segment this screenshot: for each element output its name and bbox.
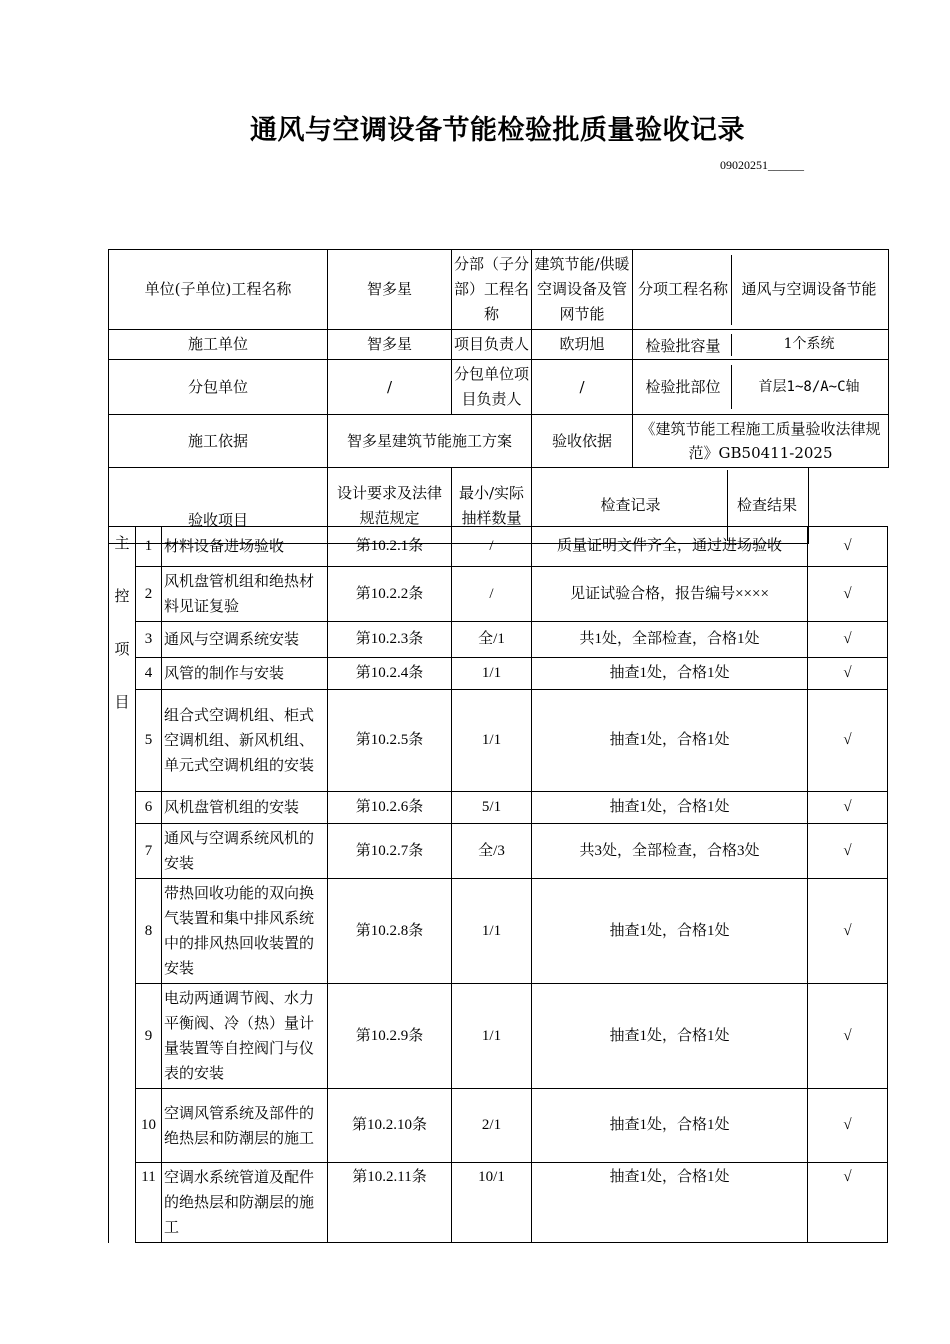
section-label-char: 主 [114, 534, 130, 552]
division-label: 分部（子分部）工程名称 [452, 250, 532, 330]
row-record: 抽查1处，合格1处 [532, 879, 808, 984]
row-number: 6 [136, 792, 162, 824]
row-record: 抽查1处，合格1处 [532, 1089, 808, 1163]
row-sample: / [452, 567, 532, 622]
row-item: 通风与空调系统风机的安装 [162, 824, 328, 879]
table-row [109, 1163, 888, 1243]
row-clause: 第10.2.3条 [328, 622, 452, 658]
row-result: √ [808, 984, 888, 1089]
row-record: 见证试验合格，报告编号×××× [532, 567, 808, 622]
row-result: √ [808, 1089, 888, 1163]
unit-value: 智多星 [328, 250, 452, 330]
pm-label: 项目负责人 [452, 330, 532, 360]
subitem-label-value [633, 250, 889, 330]
basis-value: 智多星建筑节能施工方案 [328, 415, 532, 468]
sub-pm-value: / [532, 360, 633, 415]
table-row [109, 984, 888, 1089]
row-item: 材料设备进场验收 [162, 527, 328, 567]
row-clause: 第10.2.5条 [328, 690, 452, 792]
contractor-label: 施工单位 [109, 330, 328, 360]
subitem-value: 通风与空调设备节能 [741, 280, 877, 298]
unit-label: 单位(子单位)工程名称 [109, 250, 328, 330]
acceptance-table [108, 249, 889, 544]
row-sample: / [452, 527, 532, 567]
row-number: 1 [136, 527, 162, 567]
row-item: 组合式空调机组、柜式空调机组、新风机组、单元式空调机组的安装 [162, 690, 328, 792]
row-number: 3 [136, 622, 162, 658]
capacity-cell [633, 330, 889, 360]
table-row [109, 622, 888, 658]
col-sample-header: 最小/实际抽样数量 [452, 468, 532, 544]
capacity-value: 1个系统 [783, 336, 835, 352]
table-row [109, 1089, 888, 1163]
row-clause: 第10.2.6条 [328, 792, 452, 824]
row-clause: 第10.2.8条 [328, 879, 452, 984]
col-record-label: 检查记录 [600, 496, 661, 514]
contractor-value: 智多星 [328, 330, 452, 360]
row-item: 通风与空调系统安装 [162, 622, 328, 658]
row-sample: 全/3 [452, 824, 532, 879]
pm-value: 欧玥旭 [532, 330, 633, 360]
row-item: 空调风管系统及部件的绝热层和防潮层的施工 [162, 1089, 328, 1163]
row-clause: 第10.2.7条 [328, 824, 452, 879]
row-result: √ [808, 879, 888, 984]
basis-label: 施工依据 [109, 415, 328, 468]
row-item: 电动两通调节阀、水力平衡阀、冷（热）量计量装置等自控阀门与仪表的安装 [162, 984, 328, 1089]
row-sample: 5/1 [452, 792, 532, 824]
row-result: √ [808, 567, 888, 622]
subitem-label: 分项工程名称 [635, 255, 732, 325]
division-value: 建筑节能/供暖空调设备及管网节能 [532, 250, 633, 330]
row-record: 抽查1处，合格1处 [532, 690, 808, 792]
accept-basis-label: 验收依据 [532, 415, 633, 468]
row-clause: 第10.2.1条 [328, 527, 452, 567]
row-clause: 第10.2.2条 [328, 567, 452, 622]
row-result: √ [808, 792, 888, 824]
table-row [109, 824, 888, 879]
row-sample: 1/1 [452, 879, 532, 984]
table-row [109, 527, 888, 567]
row-sample: 全/1 [452, 622, 532, 658]
row-result: √ [808, 824, 888, 879]
section-label-char: 目 [114, 693, 130, 711]
row-item: 空调水系统管道及配件的绝热层和防潮层的施工 [162, 1163, 328, 1243]
sub-pm-label: 分包单位项目负责人 [452, 360, 532, 415]
row-number: 5 [136, 690, 162, 792]
row-record: 抽查1处，合格1处 [532, 984, 808, 1089]
location-value: 首层1~8/A~C轴 [758, 378, 860, 395]
row-sample: 1/1 [452, 690, 532, 792]
row-number: 8 [136, 879, 162, 984]
row-number: 2 [136, 567, 162, 622]
page-title: 通风与空调设备节能检验批质量验收记录 [250, 115, 745, 146]
row-item: 风管的制作与安装 [162, 658, 328, 690]
row-item: 风机盘管机组的安装 [162, 792, 328, 824]
row-result: √ [808, 690, 888, 792]
capacity-label: 检验批容量 [635, 334, 732, 356]
col-design-header: 设计要求及法律规范规定 [328, 468, 452, 544]
table-row [109, 658, 888, 690]
row-clause: 第10.2.9条 [328, 984, 452, 1089]
accept-basis-value: 《建筑节能工程施工质量验收法律规范》GB50411-2025 [633, 415, 889, 468]
section-label [109, 527, 136, 1243]
row-sample: 2/1 [452, 1089, 532, 1163]
form-code: 09020251______ [720, 158, 804, 172]
row-sample: 10/1 [452, 1163, 532, 1243]
row-record: 抽查1处，合格1处 [532, 658, 808, 690]
row-number: 9 [136, 984, 162, 1089]
table-row [109, 567, 888, 622]
row-clause: 第10.2.4条 [328, 658, 452, 690]
row-clause: 第10.2.11条 [328, 1163, 452, 1243]
row-record: 共3处，全部检查，合格3处 [532, 824, 808, 879]
row-result: √ [808, 658, 888, 690]
col-result-header: 检查结果 [727, 470, 806, 541]
location-label: 检验批部位 [635, 365, 732, 409]
row-result: √ [808, 1163, 888, 1243]
row-number: 4 [136, 658, 162, 690]
row-item: 带热回收功能的双向换气装置和集中排风系统中的排风热回收装置的安装 [162, 879, 328, 984]
sub-label: 分包单位 [109, 360, 328, 415]
col-item-header: 验收项目 [109, 468, 328, 544]
items-table [108, 526, 888, 1243]
section-label-char: 项 [114, 640, 130, 658]
row-record: 抽查1处，合格1处 [532, 1163, 808, 1243]
row-sample: 1/1 [452, 658, 532, 690]
row-number: 10 [136, 1089, 162, 1163]
row-clause: 第10.2.10条 [328, 1089, 452, 1163]
row-record: 抽查1处，合格1处 [532, 792, 808, 824]
row-number: 7 [136, 824, 162, 879]
row-sample: 1/1 [452, 984, 532, 1089]
table-row [109, 792, 888, 824]
row-record: 质量证明文件齐全，通过进场验收 [532, 527, 808, 567]
row-record: 共1处，全部检查，合格1处 [532, 622, 808, 658]
row-number: 11 [136, 1163, 162, 1243]
table-row [109, 879, 888, 984]
table-row [109, 690, 888, 792]
row-result: √ [808, 527, 888, 567]
location-cell [633, 360, 889, 415]
sub-value: / [328, 360, 452, 415]
row-item: 风机盘管机组和绝热材料见证复验 [162, 567, 328, 622]
row-result: √ [808, 622, 888, 658]
section-label-char: 控 [114, 587, 130, 605]
